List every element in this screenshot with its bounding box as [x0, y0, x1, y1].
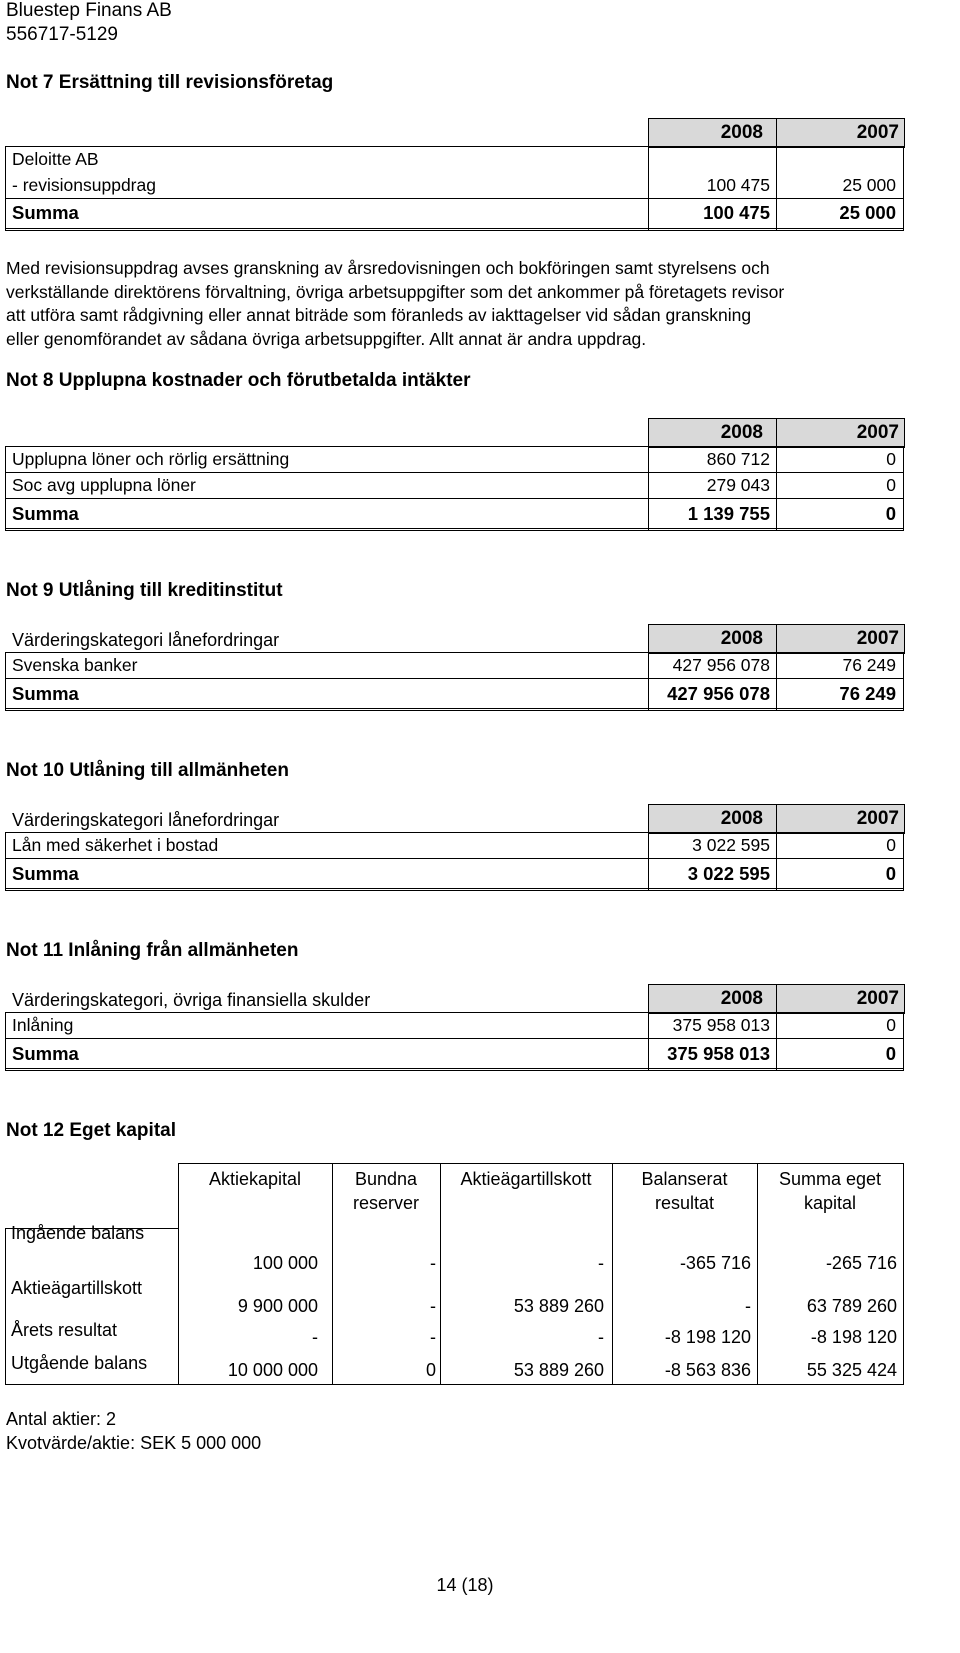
note7-sum-v2007: 25 000 [839, 202, 896, 223]
note9-sum-v2008: 427 956 078 [667, 683, 770, 704]
note10-row-v2007: 0 [886, 835, 896, 855]
note9-row-v2008: 427 956 078 [672, 655, 770, 675]
note7-description [6, 257, 960, 351]
equity-cell: 0 [425, 1360, 436, 1380]
note10-row-label: Lån med säkerhet i bostad [12, 835, 219, 855]
year-2008: 2008 [720, 808, 763, 829]
year-2007: 2007 [856, 422, 899, 443]
note11-sum-label: Summa [12, 1043, 79, 1064]
equity-cell: 100 000 [252, 1253, 318, 1273]
note8-sum-label: Summa [12, 503, 79, 524]
equity-col-header: Aktiekapital [208, 1169, 302, 1189]
equity-row-label: Aktieägartillskott [11, 1278, 143, 1298]
share-count: Antal aktier: 2 [6, 1409, 117, 1429]
note8-sum-v2008: 1 139 755 [687, 503, 770, 524]
note7-row-v2007: 25 000 [842, 175, 896, 195]
note10-sum-label: Summa [12, 863, 79, 884]
equity-cell: -265 716 [825, 1253, 897, 1273]
note9-row-v2007: 76 249 [842, 655, 896, 675]
para-line: att utföra samt rådgivning eller annat biträde som föranleds av iakttagelser vid sådan granskning [6, 305, 752, 325]
equity-cell: 55 325 424 [806, 1360, 897, 1380]
equity-row-label: Årets resultat [11, 1320, 118, 1340]
note12-title: Not 12 Eget kapital [6, 1120, 176, 1141]
note8-row1-label: Upplupna löner och rörlig ersättning [12, 449, 290, 469]
note11-row-label: Inlåning [12, 1015, 74, 1035]
note8-title: Not 8 Upplupna kostnader och förutbetalda intäkter [6, 370, 471, 391]
equity-row-label: Ingående balans [11, 1223, 145, 1243]
equity-row-label: Utgående balans [11, 1353, 148, 1373]
note7-firm: Deloitte AB [12, 149, 99, 169]
note10-category: Värderingskategori lånefordringar [12, 810, 280, 830]
para-line: eller genomförandet av sådana övriga arbetsuppgifter. Allt annat är andra uppdrag. [6, 328, 647, 349]
note11-sum-v2007: 0 [885, 1043, 896, 1064]
equity-cell: 9 900 000 [237, 1296, 318, 1316]
equity-cell: - [745, 1296, 751, 1316]
equity-cell: - [430, 1296, 436, 1316]
note7-row-label: - revisionsuppdrag [12, 175, 156, 195]
note11-row-v2007: 0 [886, 1015, 896, 1035]
year-2008: 2008 [720, 628, 763, 649]
equity-col-header: Aktieägartillskott [460, 1169, 592, 1189]
note11-row-v2008: 375 958 013 [672, 1015, 770, 1035]
equity-cell: -8 198 120 [810, 1327, 897, 1347]
para-line: verkställande direktörens förvaltning, övriga arbetsuppgifter som det ankommer på företagets revisor [6, 281, 785, 302]
note9-row-label: Svenska banker [12, 655, 138, 675]
note10-sum-v2007: 0 [885, 863, 896, 884]
org-number: 556717-5129 [6, 24, 118, 45]
equity-cell: -8 198 120 [664, 1327, 751, 1347]
equity-cell: - [598, 1327, 604, 1347]
note9-category: Värderingskategori lånefordringar [12, 630, 280, 650]
equity-col-header: Bundna reserver [352, 1169, 419, 1213]
note8-sum-v2007: 0 [885, 503, 896, 524]
note9-title: Not 9 Utlåning till kreditinstitut [6, 580, 283, 601]
equity-cell: 10 000 000 [227, 1360, 318, 1380]
note9-sum-label: Summa [12, 683, 79, 704]
year-2007: 2007 [856, 808, 899, 829]
note7-row-v2008: 100 475 [706, 175, 770, 195]
note8-row2-v2008: 279 043 [706, 475, 770, 495]
note10-row-v2008: 3 022 595 [692, 835, 770, 855]
equity-cell: 63 789 260 [806, 1296, 897, 1316]
note8-row2-v2007: 0 [886, 475, 896, 495]
equity-cell: -365 716 [679, 1253, 751, 1273]
page-number: 14 (18) [436, 1575, 494, 1595]
note7-title: Not 7 Ersättning till revisionsföretag [6, 72, 334, 93]
para-line: Med revisionsuppdrag avses granskning av årsredovisningen och bokföringen samt styrelsens och [6, 258, 770, 278]
note11-title: Not 11 Inlåning från allmänheten [6, 940, 299, 961]
year-2007: 2007 [856, 122, 899, 143]
note10-sum-v2008: 3 022 595 [687, 863, 770, 884]
year-2008: 2008 [720, 422, 763, 443]
note8-row2-label: Soc avg upplupna löner [12, 475, 196, 495]
note9-sum-v2007: 76 249 [839, 683, 896, 704]
year-2007: 2007 [856, 628, 899, 649]
equity-cell: - [430, 1253, 436, 1273]
equity-cell: - [312, 1327, 318, 1347]
equity-col-header: Balanserat resultat [641, 1169, 728, 1213]
note10-title: Not 10 Utlåning till allmänheten [6, 760, 289, 781]
company-name: Bluestep Finans AB [6, 0, 172, 21]
note8-row1-v2007: 0 [886, 449, 896, 469]
equity-cell: 53 889 260 [513, 1360, 604, 1380]
equity-cell: - [598, 1253, 604, 1273]
equity-cell: -8 563 836 [664, 1360, 751, 1380]
year-2008: 2008 [720, 988, 763, 1009]
note7-sum-label: Summa [12, 202, 79, 223]
equity-cell: 53 889 260 [513, 1296, 604, 1316]
note11-sum-v2008: 375 958 013 [667, 1043, 770, 1064]
year-2007: 2007 [856, 988, 899, 1009]
note8-row1-v2008: 860 712 [706, 449, 770, 469]
equity-cell: - [430, 1327, 436, 1347]
year-2008: 2008 [720, 122, 763, 143]
quota-value: Kvotvärde/aktie: SEK 5 000 000 [6, 1433, 262, 1453]
note7-sum-v2008: 100 475 [703, 202, 770, 223]
equity-col-header: Summa eget kapital [778, 1169, 882, 1213]
note11-category: Värderingskategori, övriga finansiella skulder [12, 990, 371, 1010]
